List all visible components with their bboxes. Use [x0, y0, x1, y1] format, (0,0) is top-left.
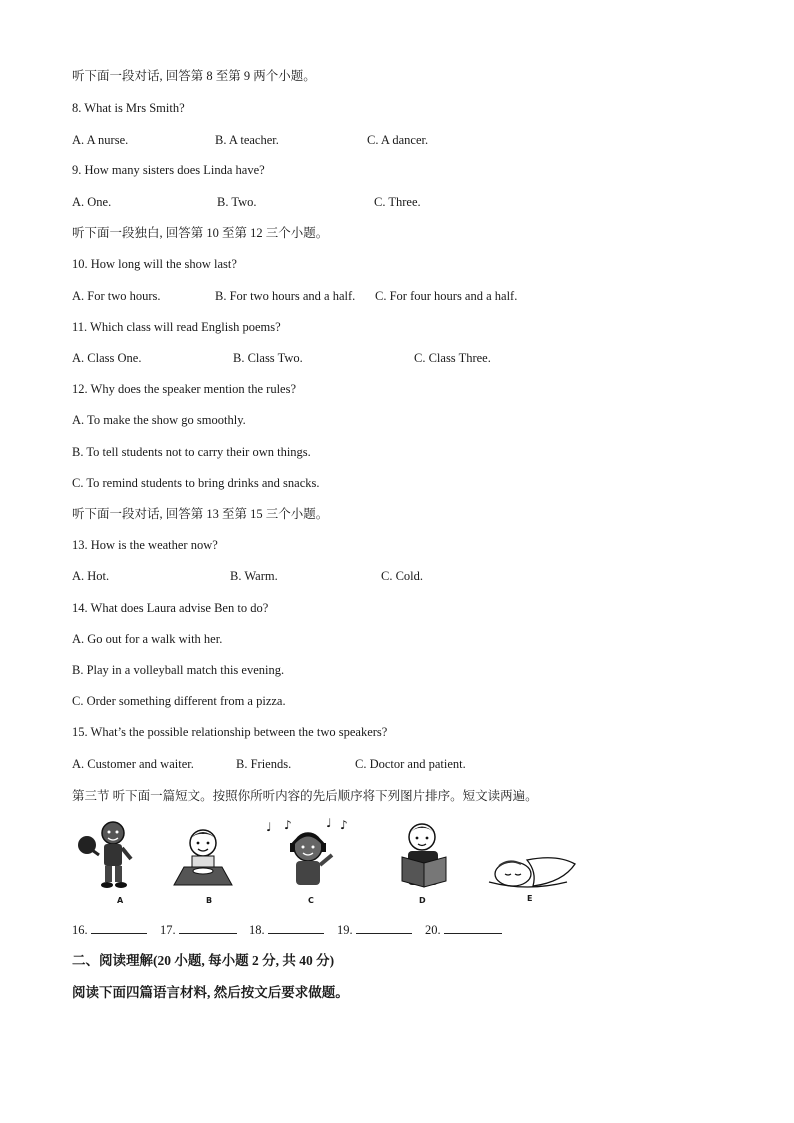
- question-10-option-c: C. For four hours and a half.: [375, 289, 518, 303]
- answer-19-number: 19.: [337, 923, 353, 937]
- question-14-option-c: C. Order something different from a pizza.: [72, 694, 286, 708]
- child-sleeping-icon: [487, 852, 577, 892]
- question-10-option-b: B. For two hours and a half.: [215, 289, 356, 303]
- girl-music-headphones-icon: [264, 815, 354, 891]
- question-12-stem: 12. Why does the speaker mention the rules?: [72, 382, 297, 396]
- boy-reading-icon: [394, 817, 454, 891]
- question-15-option-c: C. Doctor and patient.: [355, 757, 466, 771]
- picture-label-a: A: [117, 896, 124, 905]
- question-15-stem: 15. What’s the possible relationship between the two speakers?: [72, 725, 388, 739]
- question-13-stem: 13. How is the weather now?: [72, 538, 218, 552]
- answer-17-number: 17.: [160, 923, 176, 937]
- question-11-option-a: A. Class One.: [72, 351, 142, 365]
- question-9-stem: 9. How many sisters does Linda have?: [72, 163, 265, 177]
- question-15-option-a: A. Customer and waiter.: [72, 757, 194, 771]
- question-11-option-b: B. Class Two.: [233, 351, 303, 365]
- question-14-option-a: A. Go out for a walk with her.: [72, 632, 223, 646]
- question-12-option-c: C. To remind students to bring drinks and snacks.: [72, 476, 320, 490]
- question-10-stem: 10. How long will the show last?: [72, 257, 237, 271]
- answer-17: [160, 921, 237, 938]
- picture-label-b: B: [206, 896, 213, 905]
- question-11-option-c: C. Class Three.: [414, 351, 491, 365]
- picture-label-d: D: [419, 896, 426, 905]
- answer-20-number: 20.: [425, 923, 441, 937]
- svg-text:♪: ♪: [284, 818, 292, 832]
- picture-label-c: C: [308, 896, 314, 905]
- question-14-stem: 14. What does Laura advise Ben to do?: [72, 601, 269, 615]
- question-11-stem: 11. Which class will read English poems?: [72, 320, 281, 334]
- section-intro-10-12: 听下面一段独白, 回答第 10 至第 12 三个小题。: [72, 226, 329, 240]
- question-12-option-a: A. To make the show go smoothly.: [72, 413, 246, 427]
- picture-label-e: E: [527, 894, 533, 903]
- question-13-option-a: A. Hot.: [72, 569, 110, 583]
- question-9-option-c: C. Three.: [374, 195, 421, 209]
- answer-18-blank[interactable]: [268, 921, 324, 934]
- answer-20-blank[interactable]: [444, 921, 502, 934]
- section-intro-13-15: 听下面一段对话, 回答第 13 至第 15 三个小题。: [72, 507, 329, 521]
- question-14-option-b: B. Play in a volleyball match this evening.: [72, 663, 285, 677]
- part-2-heading: 二、阅读理解(20 小题, 每小题 2 分, 共 40 分): [72, 953, 335, 968]
- answer-18-number: 18.: [249, 923, 265, 937]
- answer-17-blank[interactable]: [179, 921, 237, 934]
- question-9-option-b: B. Two.: [217, 195, 257, 209]
- answer-16: [72, 921, 147, 938]
- svg-text:♩: ♩: [326, 816, 332, 830]
- question-9-option-a: A. One.: [72, 195, 112, 209]
- question-15-option-b: B. Friends.: [236, 757, 292, 771]
- answer-19: [337, 921, 412, 938]
- question-13-option-b: B. Warm.: [230, 569, 278, 583]
- question-8-option-b: B. A teacher.: [215, 133, 279, 147]
- answer-16-blank[interactable]: [91, 921, 147, 934]
- part-2-instruction: 阅读下面四篇语言材料, 然后按文后要求做题。: [72, 985, 349, 1000]
- question-12-option-b: B. To tell students not to carry their own things.: [72, 445, 311, 459]
- answer-20: [425, 921, 502, 938]
- question-8-option-c: C. A dancer.: [367, 133, 429, 147]
- svg-text:♩: ♩: [266, 820, 272, 834]
- boy-eating-icon: [170, 823, 236, 891]
- question-10-option-a: A. For two hours.: [72, 289, 161, 303]
- boy-ping-pong-icon: [75, 815, 140, 893]
- answer-16-number: 16.: [72, 923, 88, 937]
- answer-18: [249, 921, 324, 938]
- question-8-stem: 8. What is Mrs Smith?: [72, 101, 185, 115]
- question-8-option-a: A. A nurse.: [72, 133, 129, 147]
- question-13-option-c: C. Cold.: [381, 569, 424, 583]
- answer-19-blank[interactable]: [356, 921, 412, 934]
- section-3-instruction: 第三节 听下面一篇短文。按照你所听内容的先后顺序将下列图片排序。短文读两遍。: [72, 789, 538, 803]
- svg-text:♪: ♪: [340, 818, 348, 832]
- section-intro-8-9: 听下面一段对话, 回答第 8 至第 9 两个小题。: [72, 69, 316, 83]
